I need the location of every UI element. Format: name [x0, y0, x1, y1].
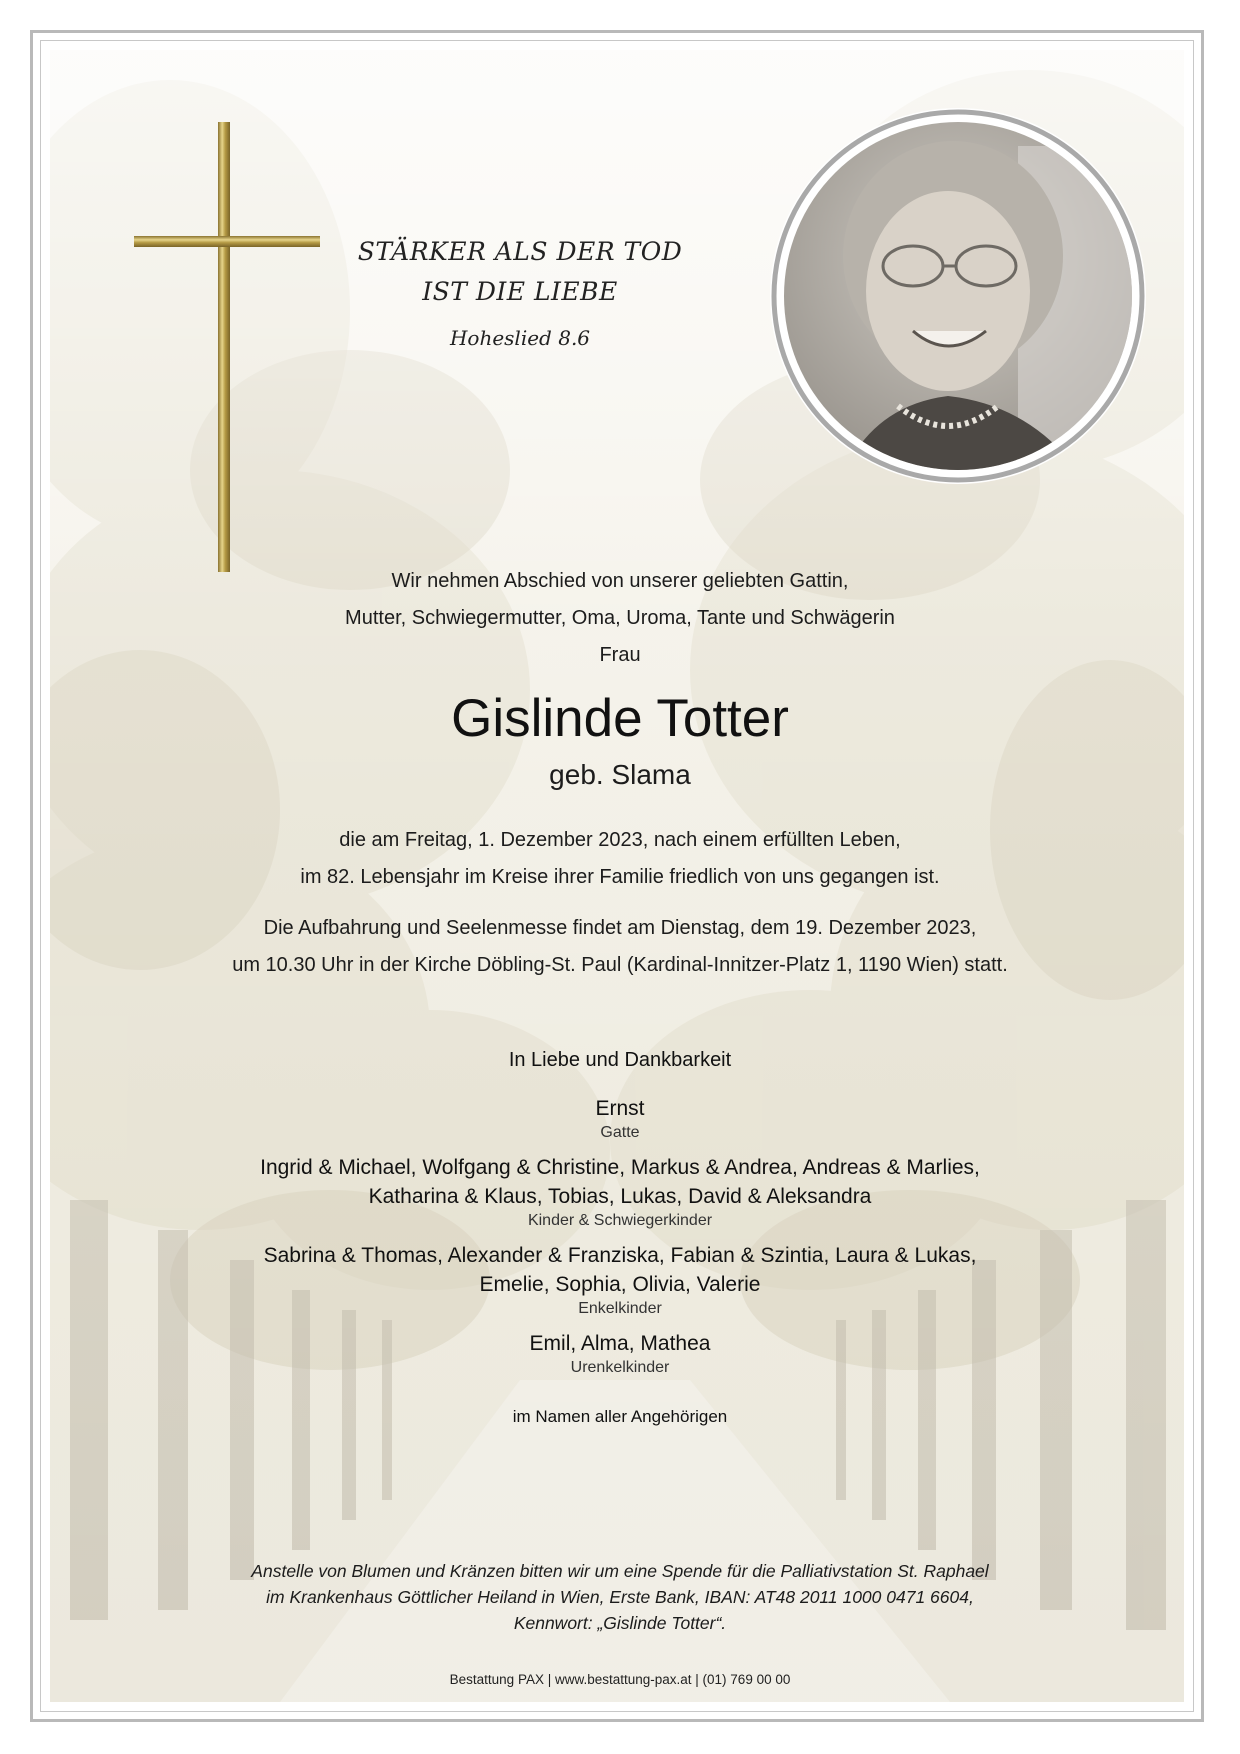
- death-notice-line-1: die am Freitag, 1. Dezember 2023, nach einem erfüllten Leben,: [339, 829, 901, 851]
- service-notice: [100, 910, 1140, 984]
- closing-line: im Namen aller Angehörigen: [512, 1407, 728, 1426]
- donation-line-2: im Krankenhaus Göttlicher Heiland in Wien, Erste Bank, IBAN: AT48 2011 1000 0471 6604,: [266, 1587, 974, 1607]
- family-relation: Urenkelkinder: [570, 1359, 670, 1376]
- portrait-photo: [768, 106, 1148, 486]
- cross-icon: [134, 122, 320, 572]
- bible-quote: [330, 232, 710, 350]
- funeral-home-footer: Bestattung PAX | www.bestattung-pax.at | (01) 769 00 00: [449, 1672, 791, 1687]
- family-list: [100, 1094, 1140, 1388]
- family-names: Ingrid & Michael, Wolfgang & Christine, Markus & Andrea, Andreas & Marlies,: [260, 1156, 980, 1179]
- family-names: Emil, Alma, Mathea: [529, 1332, 711, 1355]
- family-group-grandchildren: [100, 1241, 1140, 1319]
- family-group-children: [100, 1153, 1140, 1231]
- intro-line-2: Mutter, Schwiegermutter, Oma, Uroma, Tante und Schwägerin: [345, 607, 895, 629]
- family-names: Sabrina & Thomas, Alexander & Franziska, Fabian & Szintia, Laura & Lukas,: [263, 1244, 977, 1267]
- intro-line-1: Wir nehmen Abschied von unserer geliebten Gattin,: [391, 570, 849, 592]
- donation-line-3: Kennwort: „Gislinde Totter“.: [513, 1613, 727, 1633]
- quote-line-2: IST DIE LIEBE: [422, 277, 618, 306]
- family-names: Katharina & Klaus, Tobias, Lukas, David & Aleksandra: [368, 1185, 872, 1208]
- family-relation: Kinder & Schwiegerkinder: [527, 1212, 713, 1229]
- intro-line-3: Frau: [599, 644, 641, 666]
- family-names: Emelie, Sophia, Olivia, Valerie: [479, 1273, 761, 1296]
- service-notice-line-1: Die Aufbahrung und Seelenmesse findet am Dienstag, dem 19. Dezember 2023,: [263, 917, 977, 939]
- family-relation: Enkelkinder: [578, 1300, 662, 1317]
- death-notice-line-2: im 82. Lebensjahr im Kreise ihrer Familie friedlich von uns gegangen ist.: [300, 866, 940, 888]
- service-notice-line-2: um 10.30 Uhr in der Kirche Döbling-St. Paul (Kardinal-Innitzer-Platz 1, 1190 Wien) statt.: [232, 954, 1008, 976]
- maiden-name: geb. Slama: [549, 759, 691, 790]
- deceased-name: Gislinde Totter: [451, 689, 789, 748]
- family-relation: Gatte: [600, 1124, 640, 1141]
- intro-text: [100, 563, 1140, 674]
- quote-reference: Hoheslied 8.6: [449, 326, 591, 350]
- family-group-great-grandchildren: [100, 1329, 1140, 1378]
- thanks-line: In Liebe und Dankbarkeit: [508, 1049, 732, 1071]
- donation-line-1: Anstelle von Blumen und Kränzen bitten wir um eine Spende für die Palliativstation St. Raphael: [251, 1561, 989, 1581]
- family-names: Ernst: [595, 1097, 645, 1120]
- donation-request: [100, 1558, 1140, 1636]
- family-group-spouse: [100, 1094, 1140, 1143]
- quote-line-1: STÄRKER ALS DER TOD: [357, 237, 683, 266]
- death-notice: [100, 822, 1140, 896]
